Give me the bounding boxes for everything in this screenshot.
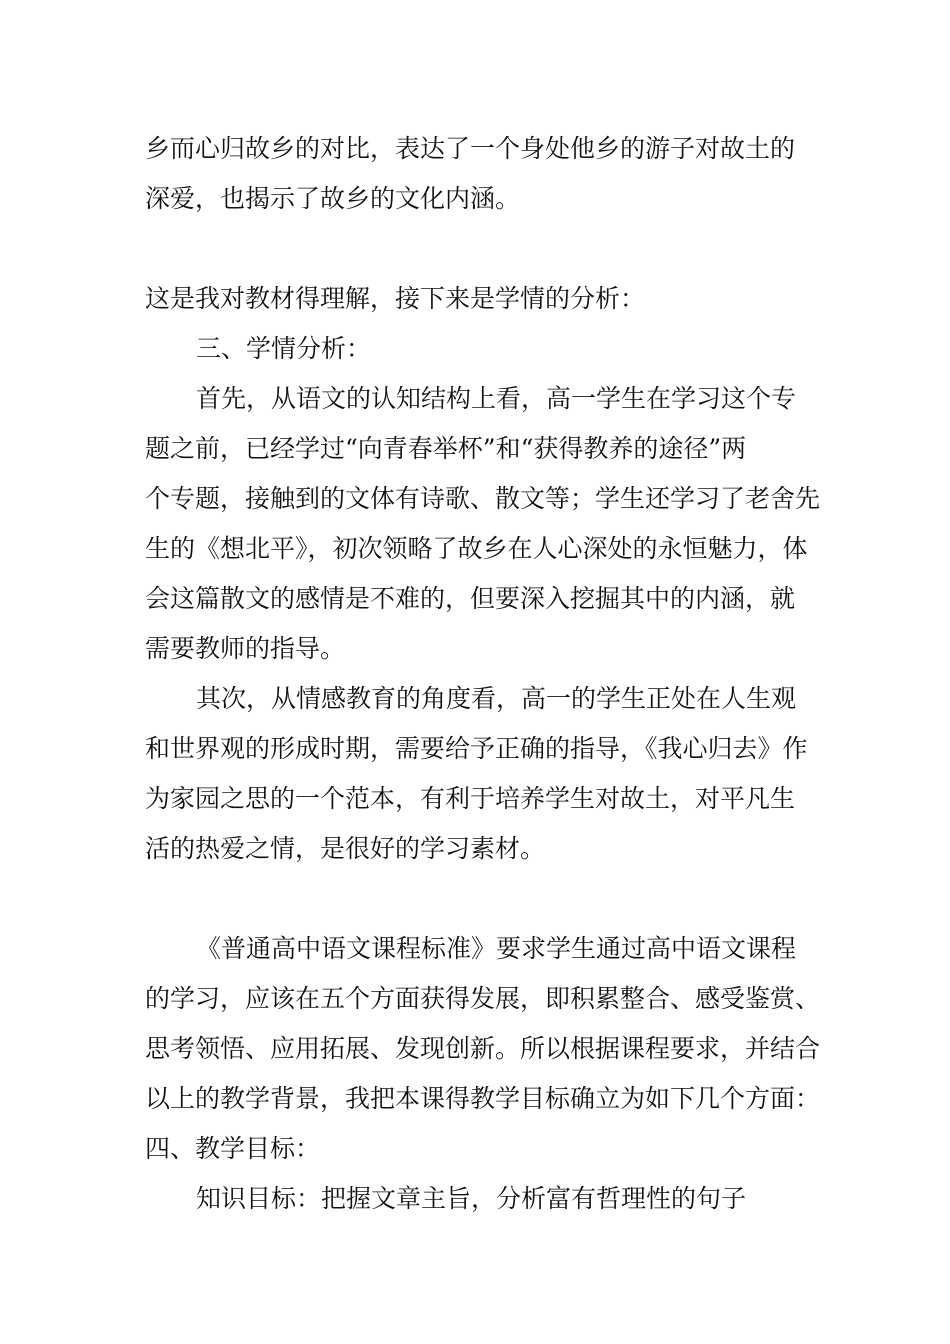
paragraph-line: 会这篇散文的感情是不难的，但要深入挖掘其中的内涵，就 <box>145 584 796 613</box>
paragraph-line: 《普通高中语文课程标准》要求学生通过高中语文课程 <box>196 934 797 963</box>
paragraph-line: 其次，从情感教育的角度看，高一的学生正处在人生观 <box>196 684 797 713</box>
paragraph-line: 首先，从语文的认知结构上看，高一学生在学习这个专 <box>196 384 797 413</box>
transition-sentence: 这是我对教材得理解，接下来是学情的分析： <box>145 284 646 313</box>
paragraph-line: 题之前，已经学过“向青春举杯”和“获得教养的途径”两 <box>145 434 747 463</box>
paragraph-line: 为家园之思的一个范本，有利于培养学生对故土，对平凡生 <box>145 784 796 813</box>
paragraph-line: 思考领悟、应用拓展、发现创新。所以根据课程要求，并结合 <box>145 1034 821 1063</box>
paragraph-line: 的学习，应该在五个方面获得发展，即积累整合、感受鉴赏、 <box>145 984 821 1013</box>
paragraph-line: 以上的教学背景，我把本课得教学目标确立为如下几个方面： <box>145 1084 821 1113</box>
paragraph-line: 和世界观的形成时期，需要给予正确的指导，《我心归去》作 <box>145 734 808 763</box>
paragraph-line: 个专题，接触到的文体有诗歌、散文等；学生还学习了老舍先 <box>145 484 821 513</box>
paragraph-line: 生的《想北平》，初次领略了故乡在人心深处的永恒魅力，体 <box>145 534 808 563</box>
paragraph-line: 活的热爱之情，是很好的学习素材。 <box>145 834 546 863</box>
paragraph-line: 乡而心归故乡的对比，表达了一个身处他乡的游子对故土的 <box>145 134 796 163</box>
paragraph-line: 需要教师的指导。 <box>145 634 346 663</box>
section-heading-learning-analysis: 三、学情分析： <box>196 334 372 363</box>
section-heading-teaching-goals: 四、教学目标： <box>145 1134 321 1163</box>
knowledge-goal-line: 知识目标：把握文章主旨，分析富有哲理性的句子 <box>196 1184 747 1213</box>
paragraph-line: 深爱，也揭示了故乡的文化内涵。 <box>145 184 521 213</box>
